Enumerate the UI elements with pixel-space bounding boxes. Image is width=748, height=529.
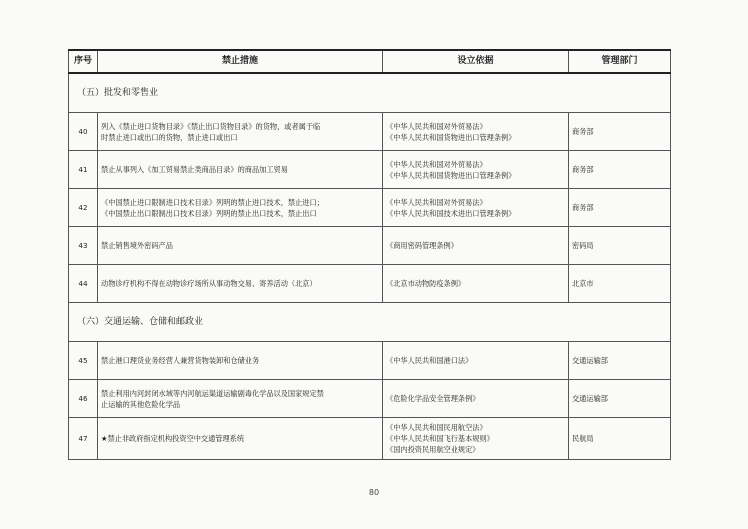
dept-cell: 密码局 — [569, 227, 671, 265]
basis-cell — [383, 227, 569, 265]
dept-cell: 民航局 — [569, 418, 671, 460]
basis-cell — [383, 418, 569, 460]
basis-line: 《中华人民共和国对外贸易法》 — [386, 159, 487, 169]
measure-line: 时禁止进口或出口的货物，禁止进口或出口 — [101, 132, 238, 142]
basis-cell — [383, 380, 569, 418]
measure-line: ★禁止非政府指定机构投资空中交通管理系统 — [101, 434, 245, 443]
basis-line: 《北京市动物防疫条例》 — [386, 279, 466, 288]
section-title: （六）交通运输、仓储和邮政业 — [69, 303, 671, 342]
basis-line: 《危险化学品安全管理条例》 — [386, 394, 480, 403]
basis-cell — [383, 342, 569, 380]
table-row — [69, 265, 671, 303]
header-measure: 禁止措施 — [98, 50, 383, 73]
measure-line: 禁止销售境外密码产品 — [101, 241, 173, 250]
measure-line: 《中国禁止进口限制进口技术目录》列明的禁止进口技术，禁止进口； — [101, 197, 324, 207]
row-number: 44 — [69, 265, 98, 303]
row-number: 45 — [69, 342, 98, 380]
basis-cell — [383, 189, 569, 227]
basis-line: 《中华人民共和国对外贸易法》 — [386, 121, 487, 131]
basis-cell — [383, 113, 569, 151]
measure-line: 禁止从事列入《加工贸易禁止类商品目录》的商品加工贸易 — [101, 165, 288, 174]
section-row — [69, 303, 671, 342]
dept-cell: 商务部 — [569, 113, 671, 151]
section-row — [69, 73, 671, 113]
measure-line: 禁止港口理货业务经营人兼营货物装卸和仓储业务 — [101, 356, 260, 365]
measure-line: 《中国禁止出口限制出口技术目录》列明的禁止出口技术，禁止出口 — [101, 208, 317, 218]
row-number: 40 — [69, 113, 98, 151]
table-row — [69, 342, 671, 380]
measure-cell — [98, 113, 383, 151]
measure-line: 动物诊疗机构不得在动物诊疗场所从事动物交易、寄养活动（北京） — [101, 279, 317, 288]
dept-cell: 商务部 — [569, 189, 671, 227]
measure-cell — [98, 151, 383, 189]
table-row — [69, 227, 671, 265]
row-number: 46 — [69, 380, 98, 418]
row-number: 47 — [69, 418, 98, 460]
dept-cell: 北京市 — [569, 265, 671, 303]
basis-cell — [383, 265, 569, 303]
table-row — [69, 151, 671, 189]
table-row — [69, 418, 671, 460]
table-row — [69, 189, 671, 227]
basis-line: 《中华人民共和国飞行基本规则》 — [386, 434, 494, 443]
header-basis: 设立依据 — [383, 50, 569, 73]
header-no: 序号 — [69, 50, 98, 73]
section-title: （五）批发和零售业 — [69, 73, 671, 113]
basis-line: 《中华人民共和国技术进出口管理条例》 — [386, 208, 516, 218]
measure-cell — [98, 265, 383, 303]
page-number: 80 — [368, 488, 380, 497]
dept-cell: 交通运输部 — [569, 342, 671, 380]
basis-line: 《商用密码管理条例》 — [386, 241, 458, 250]
table-row — [69, 113, 671, 151]
basis-line: 《国内投资民用航空业规定》 — [386, 445, 480, 454]
measure-cell — [98, 342, 383, 380]
row-number: 42 — [69, 189, 98, 227]
dept-cell: 交通运输部 — [569, 380, 671, 418]
measure-cell — [98, 189, 383, 227]
table-header-row — [69, 50, 671, 73]
basis-line: 《中华人民共和国港口法》 — [386, 356, 473, 365]
table-row — [69, 380, 671, 418]
row-number: 41 — [69, 151, 98, 189]
measure-cell — [98, 380, 383, 418]
measure-line: 禁止利用内河封闭水域等内河航运渠道运输剧毒化学品以及国家规定禁 — [101, 388, 324, 398]
basis-line: 《中华人民共和国货物进出口管理条例》 — [386, 170, 516, 180]
measure-cell — [98, 418, 383, 460]
row-number: 43 — [69, 227, 98, 265]
measure-line: 列入《禁止进口货物目录》《禁止出口货物目录》的货物，或者属于临 — [101, 121, 321, 131]
basis-cell — [383, 151, 569, 189]
prohibition-table — [68, 49, 671, 460]
dept-cell: 商务部 — [569, 151, 671, 189]
basis-line: 《中华人民共和国对外贸易法》 — [386, 197, 487, 207]
basis-line: 《中华人民共和国民用航空法》 — [386, 423, 487, 432]
measure-line: 止运输的其他危险化学品 — [101, 399, 181, 409]
measure-cell — [98, 227, 383, 265]
header-dept: 管理部门 — [569, 50, 671, 73]
basis-line: 《中华人民共和国货物进出口管理条例》 — [386, 132, 516, 142]
